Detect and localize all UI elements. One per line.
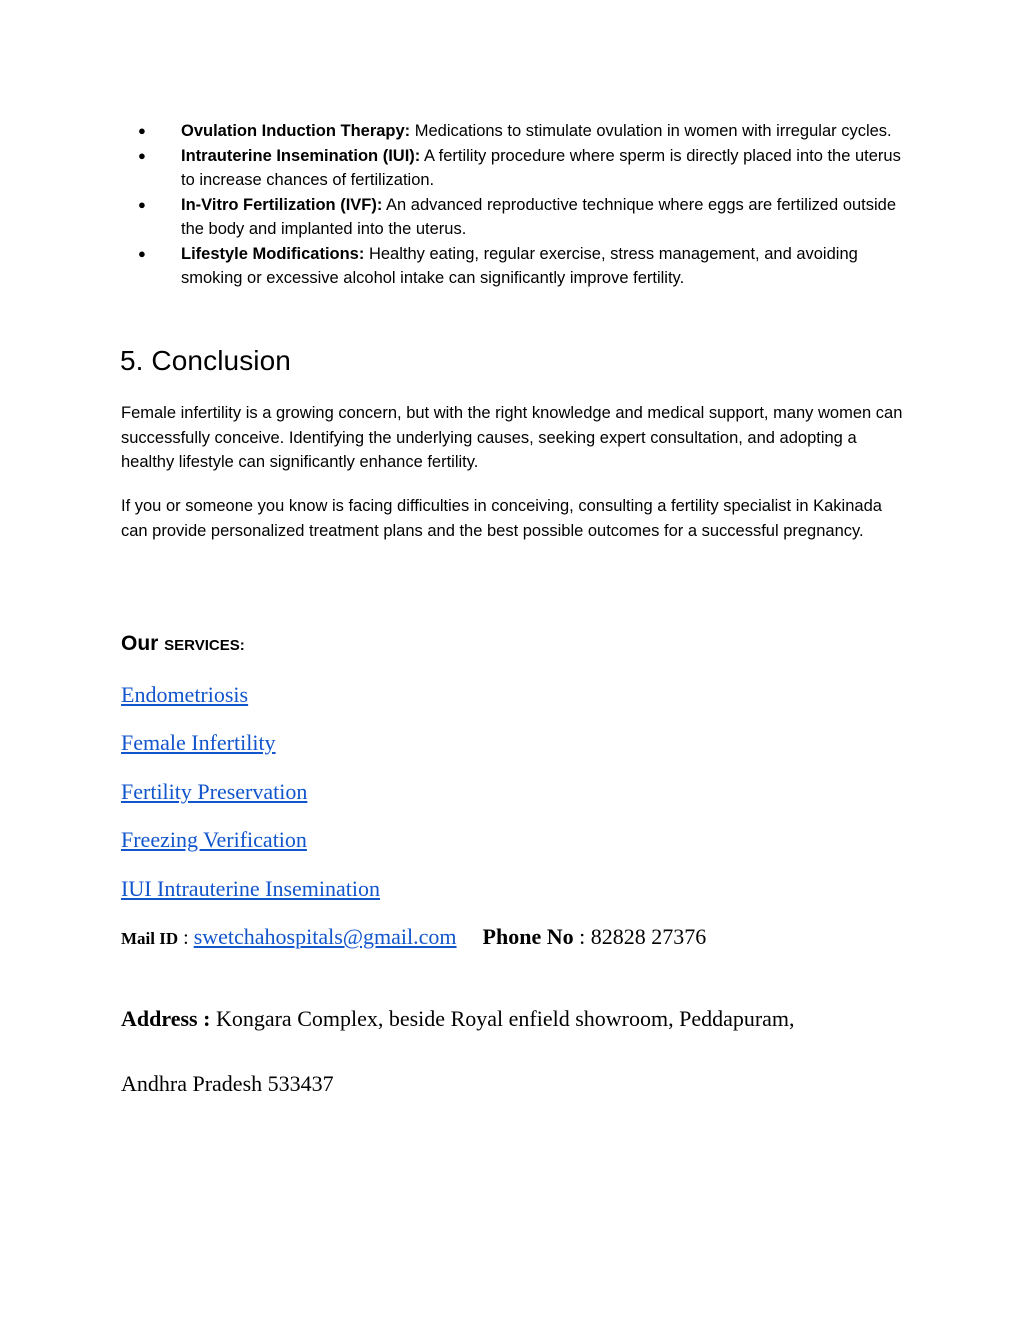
address-line-2: Andhra Pradesh 533437 xyxy=(121,1071,334,1096)
bullet-icon: ● xyxy=(138,245,146,261)
service-link-fertility-preservation[interactable]: Fertility Preservation xyxy=(121,779,308,804)
list-item xyxy=(121,242,911,291)
section-heading: 5. Conclusion xyxy=(120,345,291,376)
list-item-term: Lifestyle Modifications: xyxy=(181,244,365,263)
bullet-icon: ● xyxy=(138,196,146,212)
phone-number: 82828 27376 xyxy=(590,924,707,949)
list-item xyxy=(121,144,911,193)
mail-separator: : xyxy=(178,927,194,949)
services-title-suffix: SERVICES: xyxy=(164,637,245,654)
service-link-iui[interactable]: IUI Intrauterine Insemination xyxy=(121,876,381,901)
service-link-freezing-verification[interactable]: Freezing Verification xyxy=(121,827,307,852)
bullet-icon: ● xyxy=(138,123,146,138)
list-item-desc: Healthy eating, regular exercise, stress management, and avoiding smoking or excessive alcohol intake can significantly improve fertility. xyxy=(181,244,858,287)
phone-label: Phone No xyxy=(482,924,574,949)
phone-separator: : xyxy=(573,924,591,949)
services-title-prefix: Our xyxy=(121,632,165,655)
address-line-1 xyxy=(121,1004,795,1034)
email-link[interactable]: swetchahospitals@gmail.com xyxy=(193,924,457,949)
list-item-desc: Medications to stimulate ovulation in women with irregular cycles. xyxy=(410,122,892,140)
list-item xyxy=(121,193,911,242)
list-item-term: Intrauterine Insemination (IUI): xyxy=(181,146,421,165)
contact-line xyxy=(121,922,706,955)
conclusion-paragraph-2: If you or someone you know is facing difficulties in conceiving, consulting a fertility specialist in Kakinada can provide personalized treatment plans and the best possible outcomes for a successful pregnancy. xyxy=(121,497,882,540)
list-item-desc: A fertility procedure where sperm is directly placed into the uterus to increase chances of fertilization. xyxy=(181,146,901,189)
list-item-term: In-Vitro Fertilization (IVF): xyxy=(181,195,383,214)
treatment-list xyxy=(121,119,911,291)
address-label: Address : xyxy=(121,1006,216,1031)
mail-label: Mail ID xyxy=(121,929,179,948)
list-item xyxy=(121,119,911,144)
services-title xyxy=(121,632,245,656)
bullet-icon: ● xyxy=(138,147,146,163)
address-text-1: Kongara Complex, beside Royal enfield showroom, Peddapuram, xyxy=(215,1006,795,1031)
service-link-endometriosis[interactable]: Endometriosis xyxy=(121,682,249,707)
conclusion-paragraph-1: Female infertility is a growing concern, but with the right knowledge and medical support, many women can successfully conceive. Identifying the underlying causes, seeking expert consultation, and adopting a healthy lifestyle can significantly enhance fertility. xyxy=(121,404,903,471)
service-link-female-infertility[interactable]: Female Infertility xyxy=(121,730,276,755)
list-item-desc: An advanced reproductive technique where eggs are fertilized outside the body and implanted into the uterus. xyxy=(181,195,897,238)
list-item-term: Ovulation Induction Therapy: xyxy=(181,122,411,140)
